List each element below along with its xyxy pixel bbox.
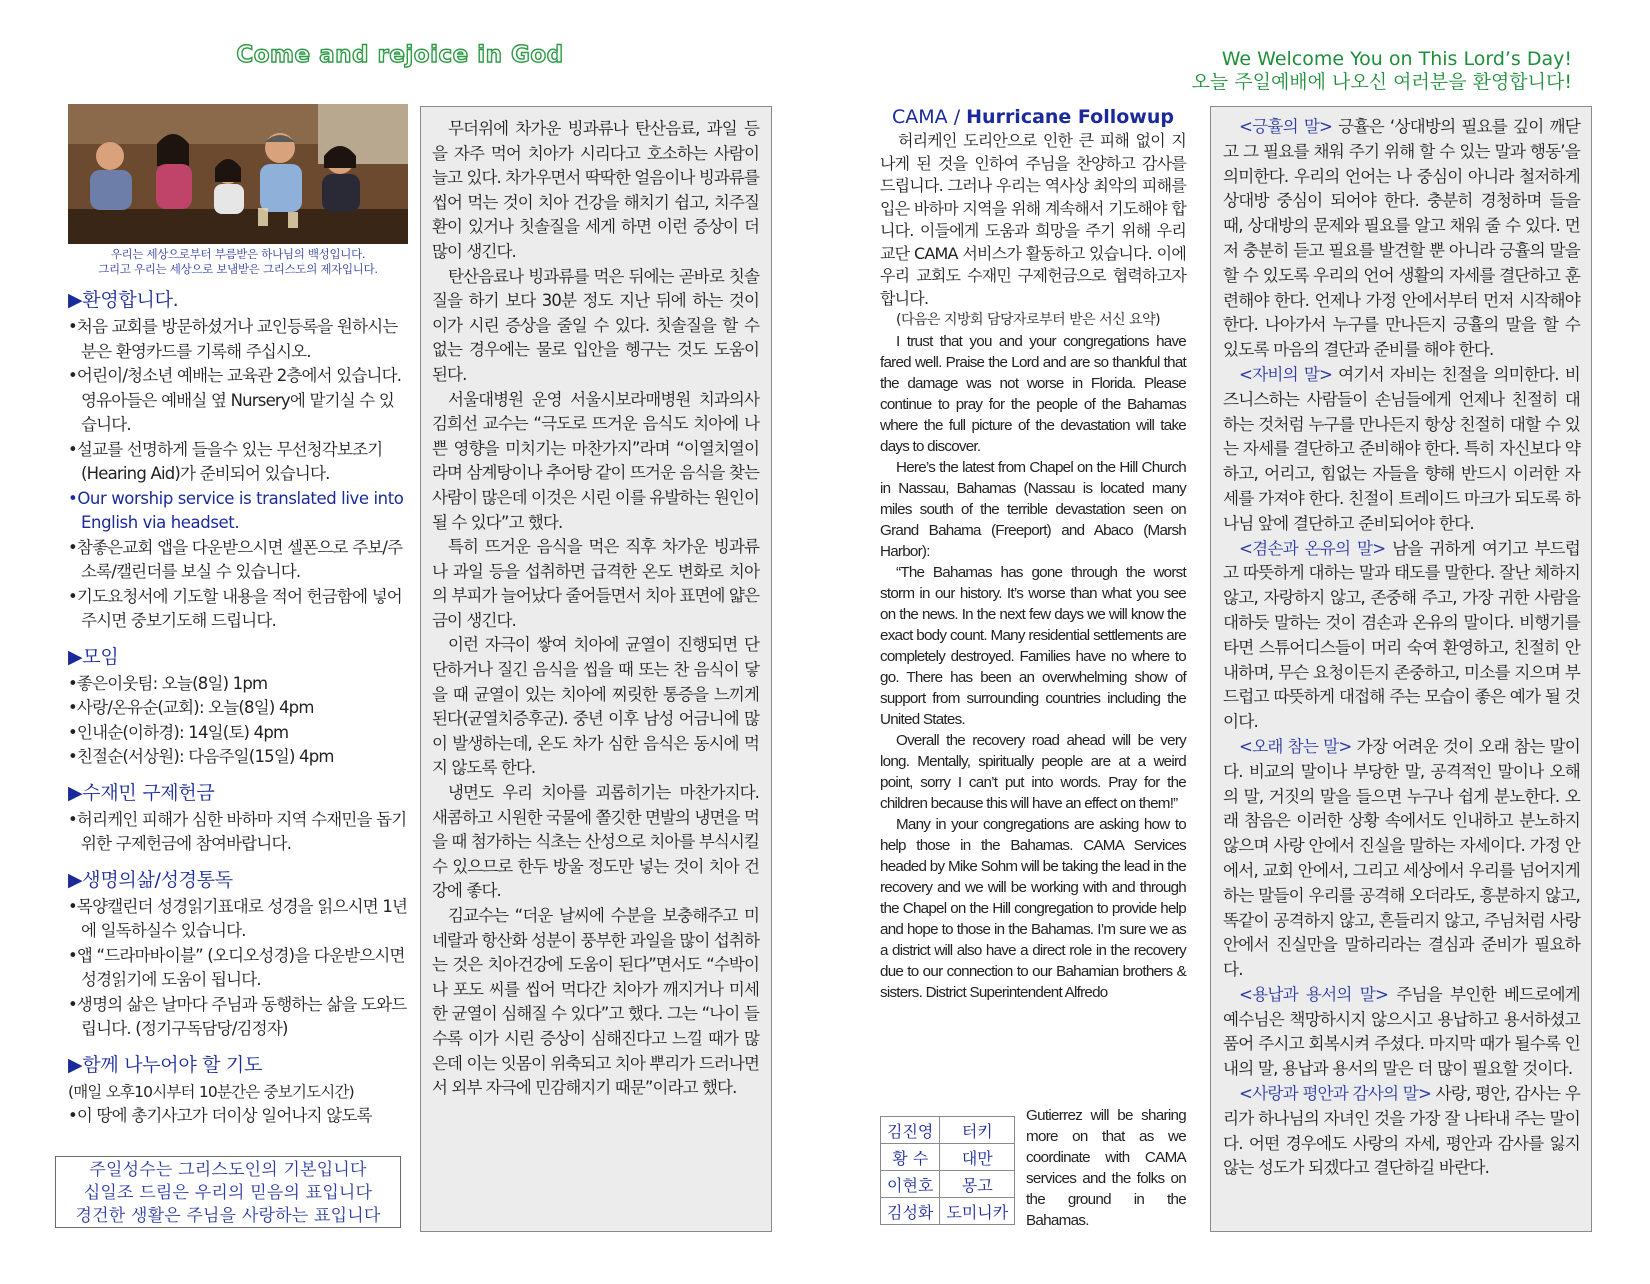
- words-article: [1210, 106, 1592, 1232]
- section-heading: ▶수재민 구제헌금: [68, 781, 215, 804]
- cama-english-paragraph: Many in your congregations are asking how to help those in the Bahamas. CAMA Services headed by Mike Sohm will be taking the lead in the recovery and we will be working with and through the Chapel on the Hill congregation to provide help and hope to those in the Bahamas. I’m sure we as a district will also have a direct role in the recovery due to our connection to our Bahamian brothers & sisters. District Superintendent Alfredo: [880, 816, 1186, 1001]
- right-page-header: [1191, 48, 1572, 94]
- missionary-row: [881, 1144, 1015, 1171]
- motto-line: 십일조 드림은 우리의 믿음의 표입니다: [83, 1183, 373, 1203]
- missionary-table: [880, 1116, 1015, 1225]
- announcement-item: •설교를 선명하게 들을수 있는 무선청각보조기(Hearing Aid)가 준비되어 있습니다.: [68, 439, 383, 483]
- words-paragraph: [1223, 537, 1580, 735]
- missionary-name: 이현호: [881, 1171, 940, 1198]
- cama-english-paragraph: Overall the recovery road ahead will be very long. Mentally, spiritually people are at a weird point, sorry I can’t put into words. Pray for the children because this will have an effect on them!”: [880, 732, 1186, 812]
- words-body: 긍휼은 ‘상대방의 필요를 깊이 깨닫고 그 필요를 채워 주기 위해 할 수 있는 말과 행동’을 의미한다. 우리의 언어는 나 중심이 아니라 철저하게 상대방 중심이 되어야 한다. 충분히 경청하며 들을 때, 상대방의 문제와 필요를 알고 채워 줄 수 있다. 먼저 충분히 듣고 필요를 발견할 뿐 아니라 긍휼의 말을 할 수 있도록 우리의 언어 생활의 자세를 결단하고 훈련해야 한다. 언제나 가정 안에서부터 먼저 시작해야 한다. 나아가서 누구를 만나든지 긍휼의 말을 할 수 있도록 마음의 결단과 준비를 해야 한다.: [1223, 117, 1580, 360]
- section-heading: ▶함께 나누어야 할 기도: [68, 1053, 263, 1076]
- announcement-item: •사랑/온유순(교회): 오늘(8일) 4pm: [68, 698, 314, 717]
- section-heading: ▶생명의삶/성경통독: [68, 868, 233, 891]
- announcement-item: •이 땅에 총기사고가 더이상 일어나지 않도록: [68, 1105, 372, 1125]
- photo-caption: [68, 247, 408, 277]
- missionary-name: 김성화: [881, 1198, 940, 1225]
- words-paragraph: [1223, 115, 1580, 363]
- mission-country: 터키: [940, 1117, 1015, 1144]
- announcement-item: •어린이/청소년 예배는 교육관 2층에서 있습니다. 영유아들은 예배실 옆 Nursery에 맡기실 수 있습니다.: [68, 366, 402, 434]
- announcement-item: •목양캘린더 성경읽기표대로 성경을 읽으시면 1년에 일독하실수 있습니다.: [68, 896, 408, 940]
- announcement-item: •Our worship service is translated live into English via headset.: [68, 488, 404, 532]
- missionary-row: [881, 1198, 1015, 1225]
- words-subtitle: <용납과 용서의 말>: [1239, 984, 1389, 1004]
- section-heading: ▶모임: [68, 645, 119, 668]
- cama-english-letter: [880, 331, 1186, 1003]
- words-subtitle: <긍휼의 말>: [1239, 117, 1333, 136]
- words-subtitle: <자비의 말>: [1239, 364, 1333, 384]
- article-paragraph: 냉면도 우리 치아를 괴롭히기는 마찬가지다. 새콤하고 시원한 국물에 쫄깃한 면발의 냉면을 먹을 때 첨가하는 식초는 산성으로 치아를 부식시킬 수 있으므로 한두 방울 정도만 넣는 것이 치아 건강에 좋다.: [432, 783, 759, 901]
- group-photo: [68, 104, 408, 244]
- announcement-item: •처음 교회를 방문하셨거나 교인등록을 원하시는 분은 환영카드를 기록해 주십시오.: [68, 317, 398, 361]
- announcement-item: •허리케인 피해가 심한 바하마 지역 수재민을 돕기위한 구제헌금에 참여바랍니다.: [68, 809, 407, 853]
- article-paragraph: 김교수는 “더운 날씨에 수분을 보충해주고 미네랄과 항산화 성분이 풍부한 과일을 많이 섭취하는 것은 치아건강에 도움이 된다”면서도 “수박이나 포도 씨를 씹어 먹다간 치아가 깨지거나 미세한 균열이 심해질 수 있다”고 했다. 그는 “나이 들수록 이가 시린 증상이 심해진다고 느낄 때가 많은데 이는 잇몸이 위축되고 치아 뿌리가 드러나면서 외부 자극에 민감해지기 때문”이라고 했다.: [432, 906, 759, 1098]
- announcement-item: •기도요청서에 기도할 내용을 적어 헌금함에 넣어 주시면 중보기도해 드립니다.: [68, 586, 402, 630]
- article-paragraph: 무더위에 차가운 빙과류나 탄산음료, 과일 등을 자주 먹어 치아가 시리다고 호소하는 사람이 늘고 있다. 차가우면서 딱딱한 얼음이나 빙과류를 씹어 먹는 것이 치아 건강을 해치기 쉽고, 치주질환이 있거나 칫솔질을 세게 하면 이런 증상이 더 많이 생긴다.: [432, 119, 759, 261]
- announcement-item: •앱 “드라마바이블” (오디오성경)을 다운받으시면 성경읽기에 도움이 됩니다.: [68, 945, 405, 989]
- announcement-item: (매일 오후10시부터 10분간은 중보기도시간): [68, 1082, 354, 1101]
- words-body: 여기서 자비는 친절을 의미한다. 비즈니스하는 사람들이 손님들에게 언제나 친절히 대하는 것처럼 누구를 만나든지 항상 친절히 대할 수 있는 자세를 결단하고 준비해야 한다. 특히 자신보다 약하고, 어리고, 힘없는 자들을 향해 반드시 이러한 자세를 가져야 한다. 친절이 트레이드 마크가 되도록 하나님 앞에 결단하고 준비되어야 한다.: [1223, 364, 1580, 533]
- announcement-item: •참좋은교회 앱을 다운받으시면 셀폰으로 주보/주소록/캘린더를 보실 수 있습니다.: [68, 537, 403, 581]
- announcement-item: •좋은이웃팀: 오늘(8일) 1pm: [68, 673, 268, 693]
- section-heading: ▶환영합니다.: [68, 289, 179, 311]
- motto-line: 주일성수는 그리스도인의 기본입니다: [89, 1160, 367, 1180]
- words-subtitle: <사랑과 평안과 감사의 말>: [1239, 1084, 1432, 1104]
- article-paragraph: 이런 자극이 쌓여 치아에 균열이 진행되면 단단하거나 질긴 음식을 씹을 때 또는 찬 음식이 닿을 때 균열이 있는 치아에 찌릿한 통증을 느끼게 된다(균열치증후군). 중년 이후 남성 어금니에 많이 발생하는데, 온도 차가 심한 음식은 동시에 먹지 않도록 한다.: [432, 635, 759, 778]
- missionary-name: 김진영: [881, 1117, 940, 1144]
- words-body: 가장 어려운 것이 오래 참는 말이다. 비교의 말이나 부당한 말, 공격적인 말이나 오해의 말, 거짓의 말을 들으면 누구나 쉽게 분노한다. 오래 참음은 이러한 상황 속에서도 인내하고 분노하지 않으며 사랑 안에서 진실을 말하는 자세이다. 가정 안에서, 교회 안에서, 그리고 세상에서 우리를 넘어지게 하는 말들이 우리를 공격해 오더라도, 흥분하지 않고, 똑같이 공격하지 않고, 흔들리지 않고, 주님처럼 사랑 안에서 진실만을 말하리라는 결심과 준비가 필요하다.: [1223, 736, 1580, 980]
- photo-caption-line: 그리고 우리는 세상으로 보냄받은 그리스도의 제자입니다.: [98, 262, 378, 276]
- cama-note: (다음은 지방회 담당자로부터 받은 서신 요약): [896, 312, 1161, 328]
- motto-line: 경건한 생활은 주님을 사랑하는 표입니다: [75, 1206, 381, 1226]
- missionary-row: [881, 1171, 1015, 1198]
- words-body: 사랑, 평안, 감사는 우리가 하나님의 자녀인 것을 가장 잘 나타내 주는 말이다. 어떤 경우에도 사랑의 자세, 평안과 감사를 잃지 않는 성도가 되겠다고 결단하길 바란다.: [1223, 1084, 1580, 1178]
- cama-english-paragraph: Here’s the latest from Chapel on the Hill Church in Nassau, Bahamas (Nassau is located many miles south of the terrible devastation seen on Grand Bahama (Freeport) and Abaco (Marsh Harbor):: [880, 459, 1186, 560]
- announcement-item: •생명의 삶은 날마다 주님과 동행하는 삶을 도와드립니다. (정기구독담당/김정자): [68, 994, 407, 1038]
- group-photo-illustration: [68, 104, 408, 244]
- cama-title-prefix: CAMA /: [892, 106, 967, 128]
- article-paragraph: 서울대병원 운영 서울시보라매병원 치과의사 김희선 교수는 “극도로 뜨거운 음식도 치아에 나쁜 영향을 미치기는 마찬가지”라며 “이열치열이라며 삼계탕이나 추어탕 같이 뜨거운 음식을 찾는 사람이 많은데 이것은 시린 이를 유발하는 원인이 될 수 있다”고 했다.: [432, 389, 759, 532]
- announcement-item: •친절순(서상원): 다음주일(15일) 4pm: [68, 747, 334, 766]
- words-paragraph: [1223, 363, 1580, 537]
- header-welcome-en: We Welcome You on This Lord’s Day!: [1221, 48, 1572, 70]
- cama-english-paragraph: “The Bahamas has gone through the worst storm in our history. It’s worse than what you see on the news. In the next few days we will know the exact body count. Many residential settlements are completely destroyed. Families have no where to go. There has been an overwhelming show of support from surrounding countries including the United States.: [880, 564, 1186, 728]
- words-paragraph: [1223, 1082, 1580, 1181]
- words-paragraph: [1223, 735, 1580, 983]
- header-welcome-ko: 오늘 주일예배에 나오신 여러분을 환영합니다!: [1191, 71, 1572, 93]
- missionary-row: [881, 1117, 1015, 1144]
- mission-country: 몽고: [940, 1171, 1015, 1198]
- article-paragraph: 탄산음료나 빙과류를 먹은 뒤에는 곧바로 칫솔질을 하기 보다 30분 정도 지난 뒤에 하는 것이 이가 시린 증상을 줄일 수 있다. 칫솔질을 할 수 없는 경우에는 물로 입안을 헹구는 것도 도움이 된다.: [432, 266, 759, 384]
- announcement-item: •인내순(이하경): 14일(토) 4pm: [68, 722, 289, 742]
- cama-title: [892, 106, 1186, 128]
- announcement-sections: [68, 285, 408, 1128]
- left-page-header: Come and rejoice in God: [236, 42, 564, 68]
- article-paragraph: 특히 뜨거운 음식을 먹은 직후 차가운 빙과류나 과일 등을 섭취하면 급격한 온도 변화로 치아의 부피가 늘어났다 줄어들면서 치아 표면에 얇은 금이 생긴다.: [432, 537, 759, 630]
- words-subtitle: <오래 참는 말>: [1239, 736, 1352, 756]
- words-paragraph: [1223, 983, 1580, 1082]
- words-subtitle: <겸손과 온유의 말>: [1239, 538, 1386, 558]
- dental-health-article: [420, 106, 772, 1232]
- cama-english-paragraph: I trust that you and your congregations have fared well. Praise the Lord and are so thankful that the damage was not worse in Florida. Please continue to pray for the people of the Bahamas where the full picture of the devastation will take days to discover.: [880, 333, 1186, 455]
- cama-hurricane-column: [880, 106, 1186, 1003]
- words-body: 남을 귀하게 여기고 부드럽고 따뜻하게 대하는 말과 태도를 말한다. 잘난 체하지 않고, 자랑하지 않고, 존중해 주고, 가장 귀한 사람을 대하듯 말하는 것이 겸손과 온유의 말이다. 비행기를 타면 스튜어디스들이 머리 숙여 환영하고, 친절히 안내하며, 무슨 요청이든지 존중하고, 미소를 지으며 부드럽고 따뜻하게 대접해 주는 모습이 좋은 예가 될 것이다.: [1223, 538, 1580, 732]
- cama-korean-paragraph: 허리케인 도리안으로 인한 큰 피해 없이 지나게 된 것을 인하여 주님을 찬양하고 감사를 드립니다. 그러나 우리는 역사상 최악의 피해를 입은 바하마 지역을 위해 계속해서 기도해야 합니다. 이들에게 도움과 희망을 주기 위해 우리 교단 CAMA 서비스가 활동하고 있습니다. 이에 우리 교회도 수재민 구제헌금으로 협력하고자 합니다.: [880, 131, 1186, 308]
- photo-caption-line: 우리는 세상으로부터 부름받은 하나님의 백성입니다.: [110, 247, 366, 261]
- missionary-name: 황 수: [881, 1144, 940, 1171]
- announcements-column: [68, 104, 408, 1128]
- cama-title-bold: Hurricane Followup: [966, 106, 1174, 128]
- mission-country: 도미니카: [940, 1198, 1015, 1225]
- cama-letter-tail: Gutierrez will be sharing more on that as we coordinate with CAMA services and the folks on the ground in the Bahamas.: [1026, 1107, 1186, 1229]
- motto-box: [55, 1156, 401, 1228]
- mission-country: 대만: [940, 1144, 1015, 1171]
- words-body: 주님을 부인한 베드로에게 예수님은 책망하시지 않으시고 용납하고 용서하셨고 품어 주시고 회복시켜 주셨다. 마지막 때가 될수록 인내의 말, 용납과 용서의 말은 더 많이 필요할 것이다.: [1223, 984, 1580, 1079]
